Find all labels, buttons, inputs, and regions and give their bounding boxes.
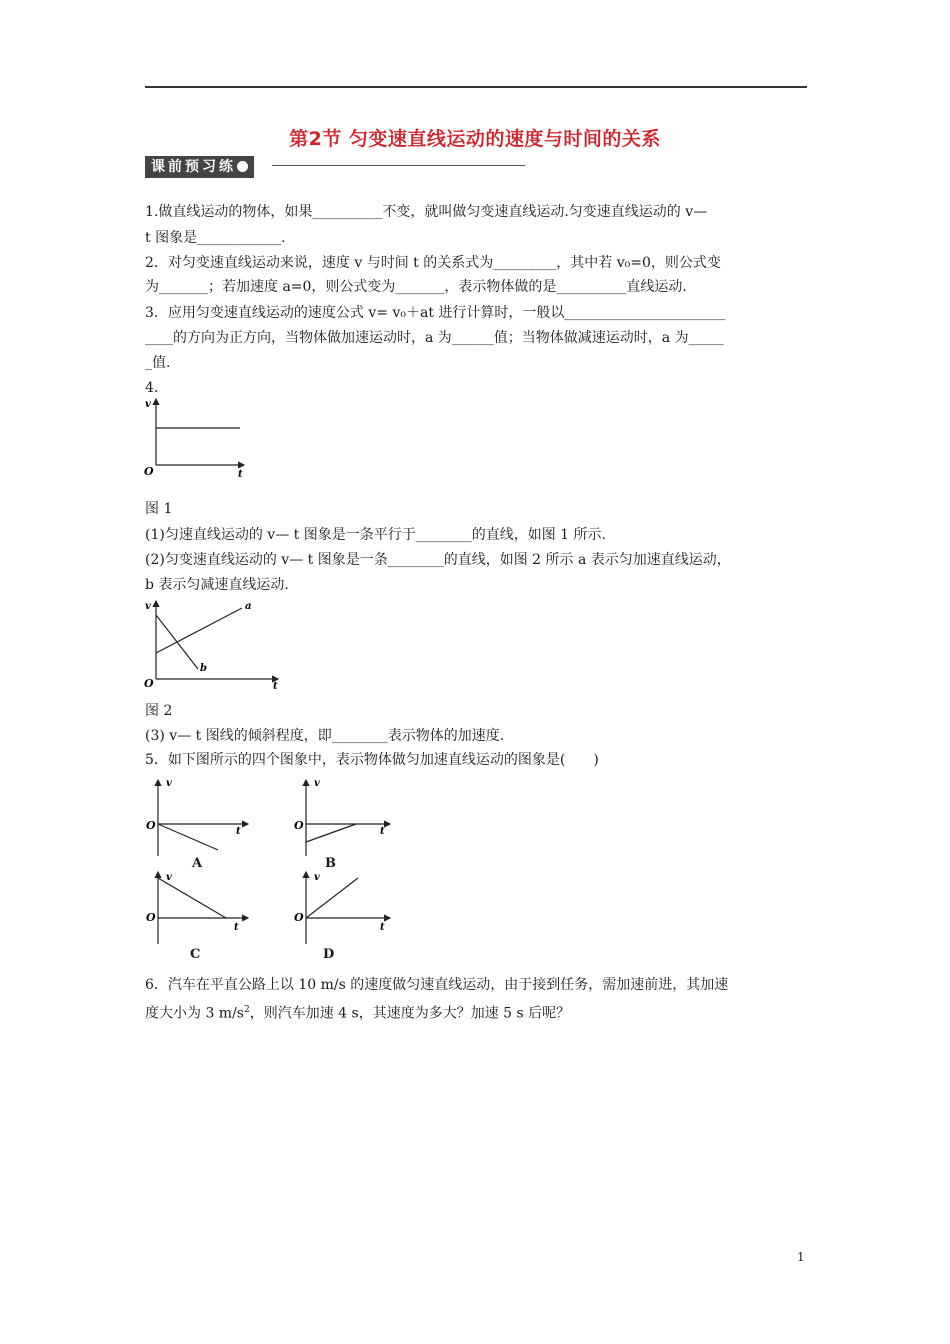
origin-label: O <box>144 677 154 690</box>
figure-2-caption: 图 2 <box>145 703 173 719</box>
t-axis-label: t <box>380 922 385 933</box>
figure-1-caption: 图 1 <box>145 501 173 517</box>
t-axis-label: t <box>236 826 241 837</box>
v-axis-label: v <box>145 399 151 410</box>
q6-line2-a: 度大小为 3 m/s <box>145 1005 244 1022</box>
option-c-label[interactable]: C <box>190 947 201 962</box>
option-a-graph <box>140 772 255 867</box>
header-rule <box>145 86 807 88</box>
option-a-label[interactable]: A <box>192 856 203 871</box>
q4-item2-line1: (2)匀变速直线运动的 v— t 图象是一条________的直线，如图 2 所示 a 表示匀加速直线运动， <box>145 552 731 568</box>
label-a: a <box>245 601 252 612</box>
v-t-line <box>306 878 358 918</box>
banner-rule <box>272 165 525 166</box>
t-axis-label: t <box>234 922 239 933</box>
q6-line2-sup: 2 <box>243 1005 250 1015</box>
line-a <box>156 608 242 653</box>
section-banner <box>145 156 254 178</box>
v-axis-label: v <box>145 601 151 612</box>
label-b: b <box>200 663 207 674</box>
q2-line1: 2．对匀变速直线运动来说，速度 v 与时间 t 的关系式为_________，其中若 v₀=0，则公式变 <box>145 255 721 271</box>
q4-item1: (1)匀速直线运动的 v— t 图象是一条平行于________的直线，如图 1 所示. <box>145 527 606 543</box>
q6-line1: 6．汽车在平直公路上以 10 m/s 的速度做匀速直线运动，由于接到任务，需加速前进，其加速 <box>145 977 729 993</box>
q3-line3: _值. <box>145 355 171 371</box>
v-axis-label: v <box>314 778 320 789</box>
t-axis-label: t <box>273 681 278 690</box>
q2-line2: 为_______；若加速度 a=0，则公式变为_______，表示物体做的是__________直线运动. <box>145 279 687 295</box>
q5-text: 5．如下图所示的四个图象中，表示物体做匀加速直线运动的图象是( ) <box>145 752 599 768</box>
q4-item2-line2: b 表示匀减速直线运动. <box>145 577 289 593</box>
q1-line1: 1.做直线运动的物体，如果__________不变，就叫做匀变速直线运动.匀变速直线运动的 v— <box>145 204 708 220</box>
v-t-line <box>158 878 226 918</box>
origin-label: O <box>146 911 156 924</box>
origin-label: O <box>144 465 154 478</box>
q6-line2 <box>145 1001 570 1023</box>
figure-2-graph <box>140 595 288 690</box>
origin-label: O <box>294 911 304 924</box>
q4-item3: (3) v— t 图线的倾斜程度，即________表示物体的加速度. <box>145 728 505 744</box>
t-axis-label: t <box>238 469 243 480</box>
section-banner-label: 课前预习练 <box>151 159 236 175</box>
v-axis-label: v <box>314 872 320 883</box>
origin-label: O <box>146 819 156 832</box>
v-axis-label: v <box>166 778 172 789</box>
option-d-label[interactable]: D <box>323 947 335 962</box>
figure-1-graph <box>140 395 255 480</box>
v-t-line <box>158 824 218 850</box>
option-b-graph <box>288 772 403 867</box>
option-c-graph <box>140 868 255 948</box>
q6-line2-b: ，则汽车加速 4 s，其速度为多大？加速 5 s 后呢？ <box>249 1005 571 1022</box>
v-axis-label: v <box>166 872 172 883</box>
bullet-icon <box>237 161 248 172</box>
origin-label: O <box>294 819 304 832</box>
q3-line1: 3．应用匀变速直线运动的速度公式 v= v₀＋at 进行计算时，一般以_______________________ <box>145 305 726 321</box>
page-number: 1 <box>797 1250 805 1264</box>
page-title: 第2节 匀变速直线运动的速度与时间的关系 <box>289 128 661 150</box>
q4-number: 4. <box>145 380 159 396</box>
line-b <box>156 615 198 669</box>
v-t-line <box>306 824 356 842</box>
t-axis-label: t <box>380 826 385 837</box>
option-d-graph <box>288 868 403 948</box>
option-b-label[interactable]: B <box>325 856 336 871</box>
q3-line2: ____的方向为正方向，当物体做加速运动时，a 为______值；当物体做减速运动时，a 为_____ <box>145 330 724 346</box>
q1-line2: t 图象是____________. <box>145 230 286 246</box>
